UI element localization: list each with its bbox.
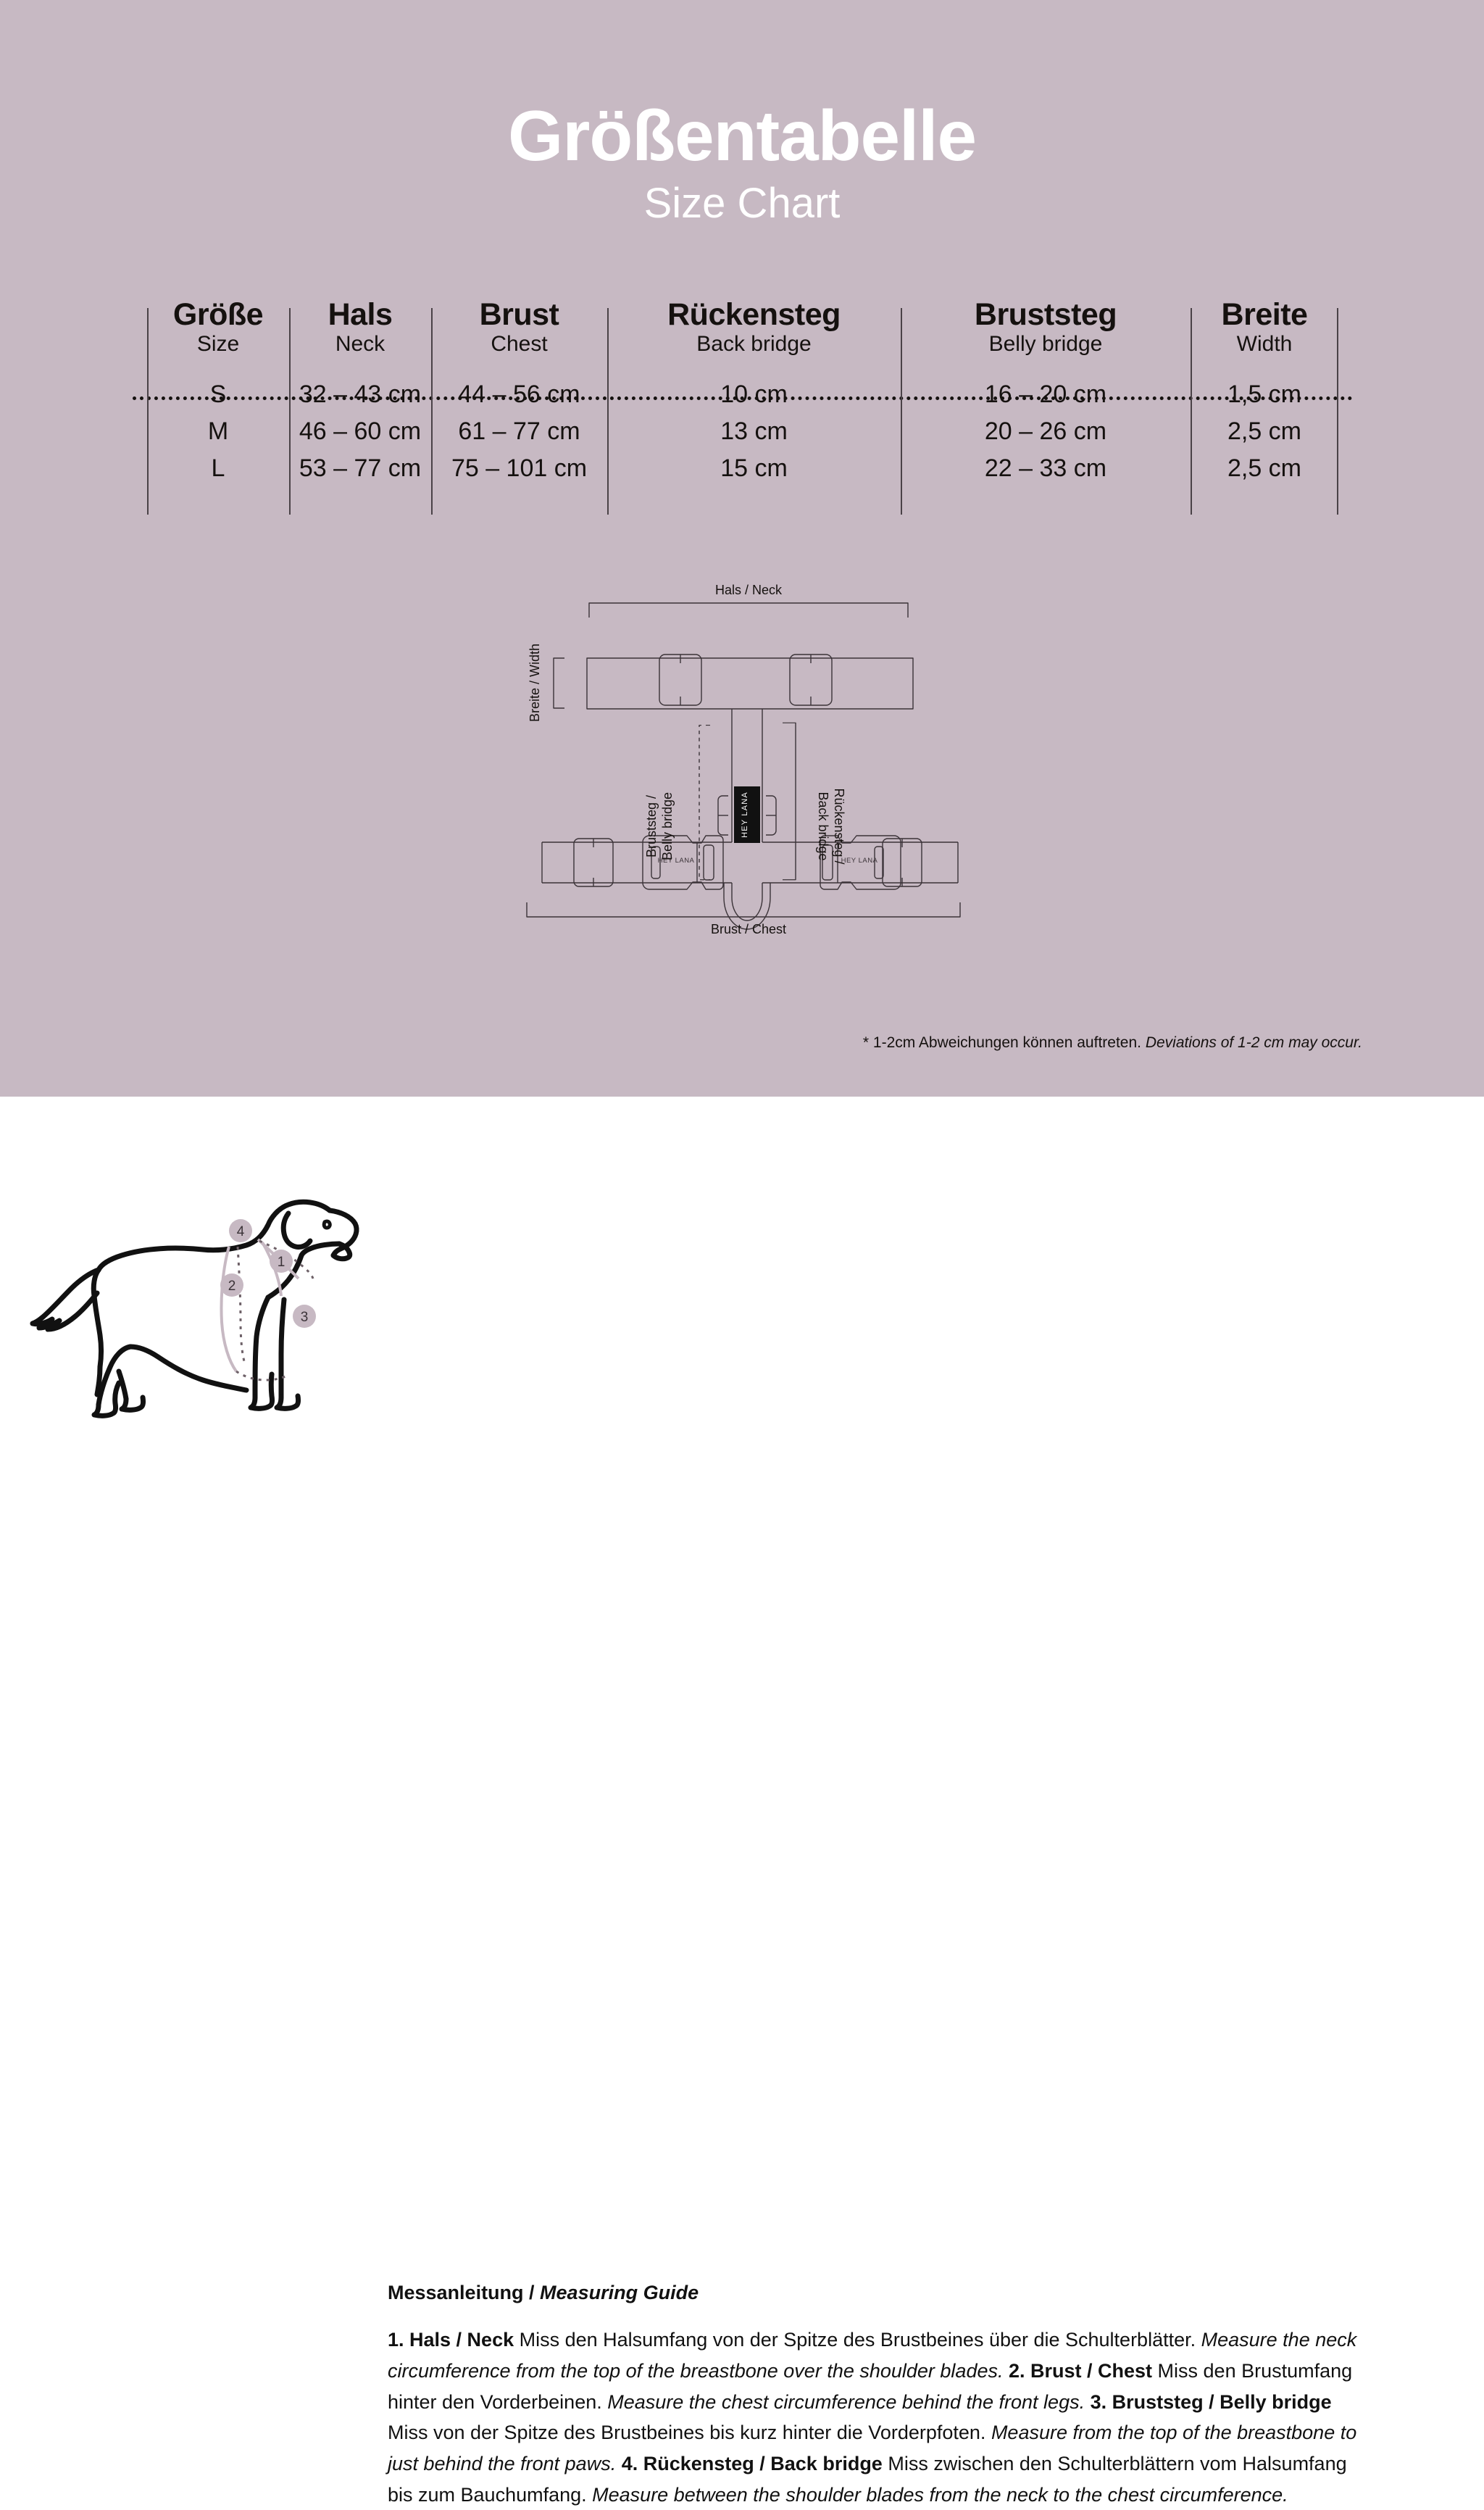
table-header-row-en: [147, 332, 1338, 357]
col-header-back-bridge-de: Rückensteg: [667, 297, 841, 332]
dog-marker-3-label: 3: [300, 1310, 309, 1325]
dog-marker-2-label: 2: [228, 1279, 236, 1294]
column-divider: [289, 308, 291, 515]
brand-tag-text: HEY LANA: [741, 791, 749, 838]
cell-back-bridge: 15 cm: [720, 454, 788, 482]
guide-body: [388, 2324, 1362, 2510]
neck-strap-slider-left: [659, 654, 701, 705]
chest-measure-dashed: [238, 1247, 245, 1364]
label-chest: Brust / Chest: [710, 922, 787, 935]
cell-neck: 32 – 43 cm: [299, 380, 422, 408]
guide-item-1-label: 1. Hals / Neck: [388, 2329, 514, 2351]
cell-size: L: [211, 454, 225, 482]
dog-marker-3: [293, 1305, 316, 1328]
measuring-guide-panel: [0, 1097, 1484, 2506]
buckle-right-brand-text: HEY LANA: [841, 857, 878, 865]
brand-tag: [734, 786, 760, 843]
dog-belly: [130, 1347, 246, 1390]
page-subtitle: Size Chart: [643, 179, 841, 227]
table-header-divider: [133, 396, 1353, 400]
dog-marker-4: [229, 1219, 252, 1242]
cell-chest: 44 – 56 cm: [458, 380, 580, 408]
chest-measure-curve: [221, 1247, 236, 1371]
guide-heading: [388, 2281, 1362, 2304]
cell-belly-bridge: 22 – 33 cm: [984, 454, 1107, 482]
dog-marker-1: [270, 1250, 293, 1273]
guide-item-2-de: Miss den Brustumfang hinter den Vorderbeinen.: [388, 2360, 1353, 2413]
col-header-chest-de: Brust: [479, 297, 559, 332]
dog-illustration: [29, 1180, 377, 1426]
dog-tail-top: [33, 1270, 99, 1323]
table-row: [147, 450, 1338, 487]
column-divider: [901, 308, 902, 515]
chest-bracket: [527, 902, 960, 917]
cell-width: 2,5 cm: [1227, 454, 1302, 482]
cell-neck: 53 – 77 cm: [299, 454, 422, 482]
column-divider: [147, 308, 149, 515]
cell-width: 1,5 cm: [1227, 380, 1302, 408]
neck-bracket: [589, 603, 908, 618]
guide-item-2-label: 2. Brust / Chest: [1009, 2360, 1153, 2382]
belly-bridge-bracket: [699, 726, 710, 880]
dog-rump: [93, 1270, 101, 1367]
back-bridge-bracket: [783, 723, 796, 879]
label-back-bridge-line1: Rückensteg /: [832, 788, 846, 865]
col-header-width-en: Width: [1236, 332, 1293, 357]
label-belly-bridge-line1: Bruststeg /: [644, 794, 659, 858]
cell-chest: 61 – 77 cm: [458, 417, 580, 445]
guide-item-4-en: Measure between the shoulder blades from the neck to the chest circumference.: [592, 2483, 1288, 2506]
guide-item-1-en: Measure the neck circumference from the top of the breastbone over the shoulder blades.: [388, 2329, 1357, 2382]
neck-strap-slider-right: [790, 654, 832, 705]
buckle-left-brand-text: HEY LANA: [657, 857, 695, 865]
label-neck: Hals / Neck: [714, 583, 783, 597]
col-header-back-bridge-en: Back bridge: [696, 332, 812, 357]
column-divider: [1337, 308, 1338, 515]
table-row: [147, 357, 1338, 376]
page-title: Größentabelle: [508, 96, 976, 175]
size-chart-panel: [0, 0, 1484, 1097]
cell-belly-bridge: 16 – 20 cm: [984, 380, 1107, 408]
label-back-bridge-line2: Back bridge: [816, 791, 830, 861]
size-table: [147, 297, 1338, 487]
cell-chest: 75 – 101 cm: [451, 454, 588, 482]
guide-item-3-de: Miss von der Spitze des Brustbeines bis kurz hinter die Vorderpfoten.: [388, 2422, 991, 2444]
cell-belly-bridge: 20 – 26 cm: [984, 417, 1107, 445]
cell-back-bridge: 13 cm: [720, 417, 788, 445]
dog-eye: [324, 1221, 330, 1228]
chest-strap-slider-far-left: [574, 839, 613, 886]
guide-item-1-de: Miss den Halsumfang von der Spitze des Brustbeines über die Schulterblätter.: [514, 2329, 1201, 2351]
dog-marker-1-label: 1: [277, 1255, 285, 1270]
guide-item-4-de: Miss zwischen den Schulterblättern vom Halsumfang bis zum Bauchumfang.: [388, 2453, 1347, 2506]
dog-far-front-leg: [281, 1300, 284, 1397]
column-divider: [431, 308, 433, 515]
dog-head-top: [330, 1210, 357, 1255]
cell-width: 2,5 cm: [1227, 417, 1302, 445]
guide-heading-en: Measuring Guide: [540, 2282, 699, 2303]
guide-item-2-en: Measure the chest circumference behind the front legs.: [607, 2390, 1091, 2413]
dog-marker-4-label: 4: [236, 1224, 245, 1239]
col-header-chest-en: Chest: [491, 332, 548, 357]
col-header-size-en: Size: [196, 332, 240, 357]
guide-item-3-label: 3. Bruststeg / Belly bridge: [1090, 2390, 1332, 2413]
dog-ear: [283, 1213, 310, 1247]
footnote-en: Deviations of 1-2 cm may occur.: [1145, 1034, 1362, 1051]
col-header-neck-en: Neck: [335, 332, 385, 357]
chest-strap-slider-far-right: [883, 839, 922, 886]
col-header-neck-de: Hals: [328, 297, 393, 332]
cell-size: S: [209, 380, 227, 408]
table-header-row-de: [147, 297, 1338, 332]
col-header-width-de: Breite: [1221, 297, 1308, 332]
footnote-de: * 1-2cm Abweichungen können auftreten.: [862, 1034, 1141, 1051]
spacer-cell: [147, 357, 1338, 376]
measuring-guide-text: [388, 2281, 1362, 2510]
table-row: [147, 413, 1338, 450]
title-block: [0, 96, 1484, 227]
column-divider: [1191, 308, 1192, 515]
size-table-container: [147, 297, 1338, 515]
column-divider: [607, 308, 609, 515]
footnote: [0, 1034, 1484, 1052]
dog-far-hind-paw: [122, 1397, 143, 1410]
neck-strap: [587, 658, 913, 709]
dog-rear-leg-back: [97, 1367, 100, 1395]
label-width: Breite / Width: [528, 643, 542, 723]
guide-heading-de: Messanleitung /: [388, 2282, 541, 2303]
dog-far-front-paw: [277, 1396, 299, 1408]
col-header-belly-bridge-de: Bruststeg: [974, 297, 1117, 332]
harness-diagram: [507, 573, 1014, 935]
cell-neck: 46 – 60 cm: [299, 417, 422, 445]
dog-chest-front-leg: [255, 1297, 268, 1397]
label-belly-bridge-line2: Belly bridge: [660, 791, 675, 861]
cell-size: M: [207, 417, 229, 445]
width-bracket: [554, 658, 564, 708]
cell-back-bridge: 10 cm: [720, 380, 788, 408]
guide-item-3-en: Measure from the top of the breastbone to just behind the front paws.: [388, 2422, 1357, 2475]
dog-marker-2: [220, 1273, 243, 1297]
col-header-size-de: Größe: [172, 297, 264, 332]
col-header-belly-bridge-en: Belly bridge: [988, 332, 1103, 357]
guide-item-4-label: 4. Rückensteg / Back bridge: [621, 2453, 883, 2475]
table-row: [147, 376, 1338, 413]
